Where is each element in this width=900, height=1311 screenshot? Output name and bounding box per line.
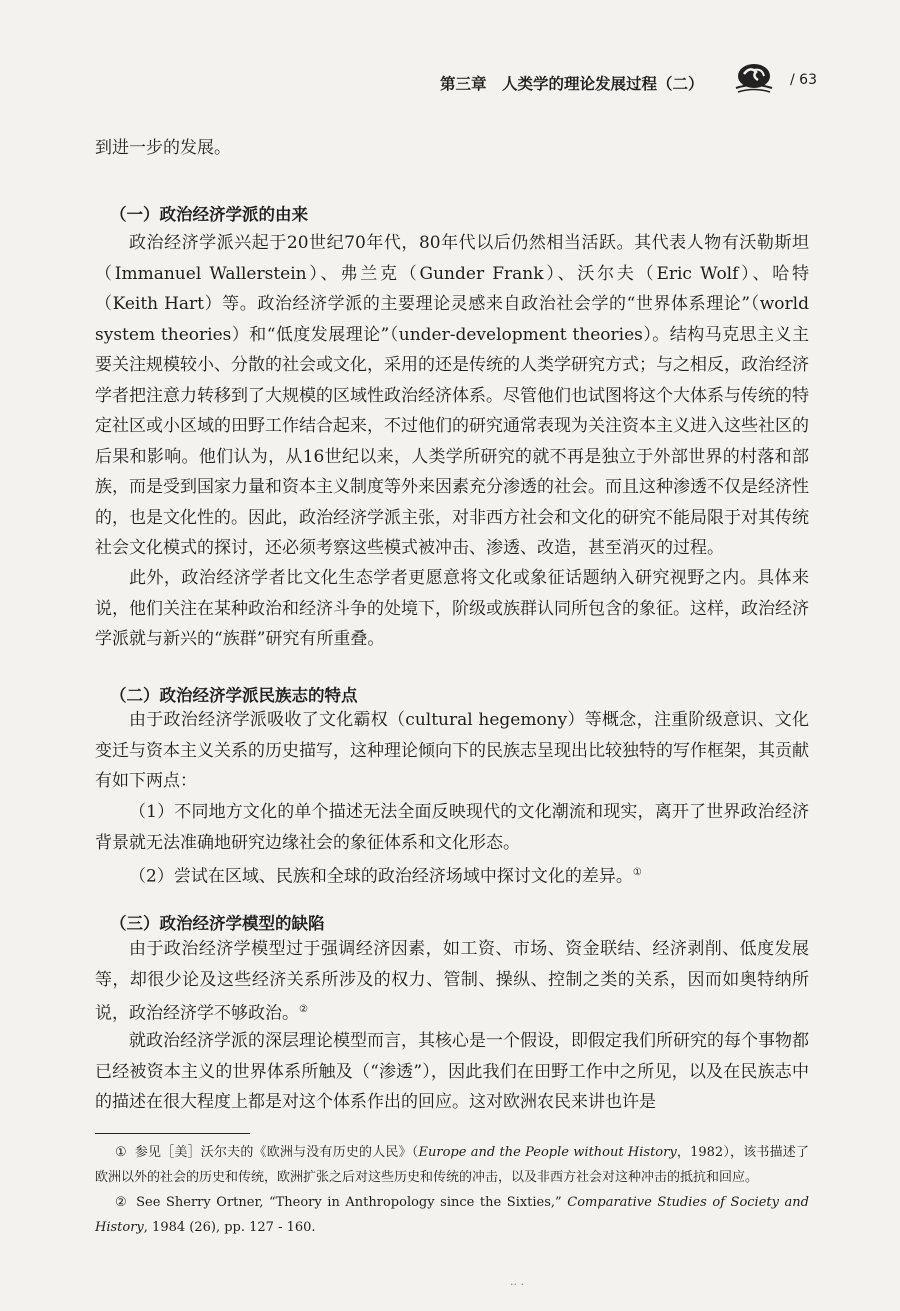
- section-1-paragraph-2: 此外，政治经济学者比文化生态学者更愿意将文化或象征话题纳入研究视野之内。具体来说，他们关注在某种政治和经济斗争的处境下，阶级或族群认同所包含的象征。这样，政治经济学派就与新兴的“族群”研究有所重叠。: [95, 568, 809, 649]
- page-number: / 63: [790, 72, 817, 88]
- footnote-1-number: ①: [115, 1145, 127, 1160]
- section-1-heading: （一）政治经济学派的由来: [110, 205, 308, 224]
- section-2-paragraph-1: 由于政治经济学派吸收了文化霸权（cultural hegemony）等概念，注重阶级意识、文化变迁与资本主义关系的历史描写，这种理论倾向下的民族志呈现出比较独特的写作框架，其贡献有如下两点：: [95, 710, 809, 791]
- intro-line: 到进一步的发展。: [95, 138, 231, 158]
- footnote-1: ① 参见［美］沃尔夫的《欧洲与没有历史的人民》（Europe and the People without History，1982），该书描述了欧洲以外的社会的历史和传统，欧洲扩张之后对这些历史和传统的冲击，以及非西方社会对这种冲击的抵抗和回应。: [95, 1145, 809, 1185]
- section-2-paragraph-3: （2）尝试在区域、民族和全球的政治经济场域中探讨文化的差异。①: [129, 866, 642, 887]
- chapter-title: 第三章 人类学的理论发展过程（二）: [440, 74, 704, 93]
- footnote-2-number: ②: [115, 1195, 129, 1210]
- running-header: [440, 62, 880, 96]
- section-3-heading: （三）政治经济学模型的缺陷: [110, 914, 325, 933]
- page-bottom-marks: .. .: [510, 1275, 524, 1288]
- footnote-divider: [95, 1133, 250, 1134]
- section-2-paragraph-2: （1）不同地方文化的单个描述无法全面反映现代的文化潮流和现实，离开了世界政治经济背景就无法准确地研究边缘社会的象征体系和文化形态。: [95, 802, 809, 853]
- footnote-ref-1[interactable]: ①: [632, 867, 642, 878]
- publisher-logo-icon: [732, 62, 776, 96]
- footnote-2: ② See Sherry Ortner, “Theory in Anthropology since the Sixties,” Comparative Studies of Society and History, 1984 (26), pp. 127 - 160.: [95, 1195, 809, 1235]
- section-3-paragraph-2: 就政治经济学派的深层理论模型而言，其核心是一个假设，即假定我们所研究的每个事物都已经被资本主义的世界体系所触及（“渗透”），因此我们在田野工作中之所见，以及在民族志中的描述在很大程度上都是对这个体系作出的回应。这对欧洲农民来讲也许是: [95, 1031, 809, 1112]
- section-3-paragraph-1: 由于政治经济学模型过于强调经济因素，如工资、市场、资金联结、经济剥削、低度发展等，却很少论及这些经济关系所涉及的权力、管制、操纵、控制之类的关系，因而如奥特纳所说，政治经济学不够政治。②: [95, 939, 809, 1024]
- section-2-heading: （二）政治经济学派民族志的特点: [110, 686, 358, 705]
- footnote-ref-2[interactable]: ②: [299, 1004, 308, 1015]
- section-1-paragraph-1: 政治经济学派兴起于20世纪70年代，80年代以后仍然相当活跃。其代表人物有沃勒斯坦（Immanuel Wallerstein）、弗兰克（Gunder Frank）、沃尔夫（Eric Wolf）、哈特（Keith Hart）等。政治经济学派的主要理论灵感来自政治社会学的“世界体系理论”（world system theories）和“低度发展理论”（under-development theories）。结构马克思主义主要关注规模较小、分散的社会或文化，采用的还是传统的人类学研究方式；与之相反，政治经济学者把注意力转移到了大规模的区域性政治经济体系。尽管他们也试图将这个大体系与传统的特定社区或小区域的田野工作结合起来，不过他们的研究通常表现为关注资本主义进入这些社区的后果和影响。他们认为，从16世纪以来，人类学所研究的就不再是独立于外部世界的村落和部族，而是受到国家力量和资本主义制度等外来因素充分渗透的社会。而且这种渗透不仅是经济性的，也是文化性的。因此，政治经济学派主张，对非西方社会和文化的研究不能局限于对其传统社会文化模式的探讨，还必须考察这些模式被冲击、渗透、改造，甚至消灭的过程。: [95, 233, 809, 558]
